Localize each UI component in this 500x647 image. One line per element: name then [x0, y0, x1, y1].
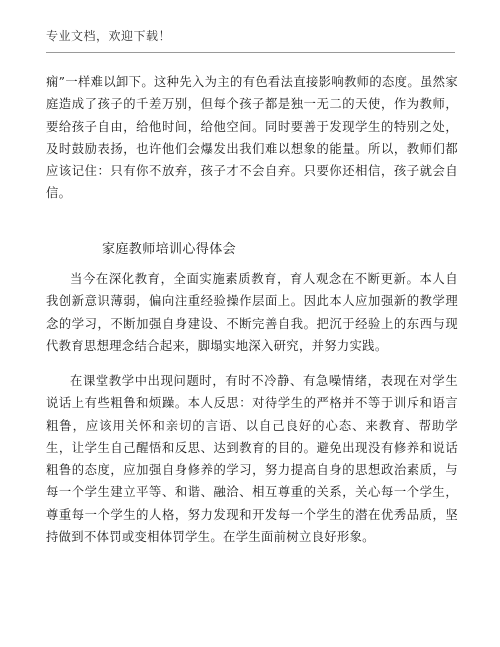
body-paragraph: 在课堂教学中出现问题时，有时不冷静、有急噪情绪，表现在对学生说话上有些粗鲁和烦躁。本人反思：对待学生的严格并不等于训斥和语言粗鲁，应该用关怀和亲切的言语、以自己良好的心态、来教育、帮助学生，让学生自己醒悟和反思、达到教育的目的。避免出现没有修养和说话粗鲁的态度，应加强自身修养的学习，努力提高自身的思想政治素质，与每一个学生建立平等、和谐、融洽、相互尊重的关系，关心每一个学生，尊重每一个学生的人格，努力发现和开发每一个学生的潜在优秀品质，坚持做到不体罚或变相体罚学生。在学生面前树立良好形象。 — [46, 374, 458, 545]
section-heading: 家庭教师培训心得体会 — [102, 242, 237, 257]
body-paragraph-continued: 痫”一样难以卸下。这种先入为主的有色看法直接影响教师的态度。虽然家庭造成了孩子的千差万别，但每个孩子都是独一无二的天使，作为教师，要给孩子自由，给他时间，给他空间。同时要善于发现学生的特别之处，及时鼓励表扬，也许他们会爆发出我们难以想象的能量。所以，教师们都应该记住：只有你不放弃，孩子才不会自弃。只要你还相信，孩子就会自信。 — [46, 75, 458, 201]
header-divider — [46, 52, 455, 53]
page-header: 专业文档，欢迎下载！ — [46, 29, 172, 43]
body-paragraph: 当今在深化教育，全面实施素质教育，育人观念在不断更新。本人自我创新意识薄弱，偏向注重经验操作层面上。因此本人应加强新的教学理念的学习，不断加强自身建设、不断完善自我。把沉于经验上的东西与现代教育思想理念结合起来，脚塌实地深入研究，并努力实践。 — [46, 272, 458, 353]
